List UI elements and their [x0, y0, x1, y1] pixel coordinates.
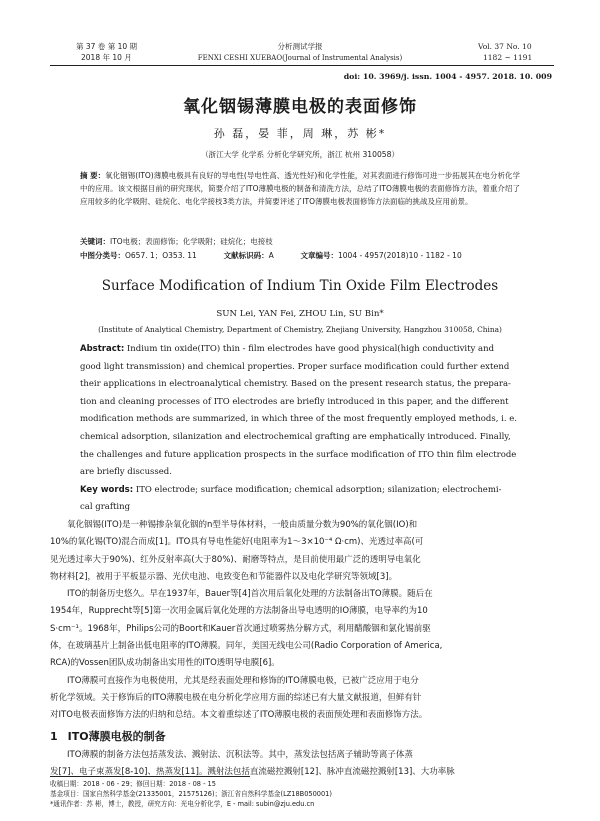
authors-en: SUN Lei, YAN Fei, ZHOU Lin, SU Bin* [216, 309, 384, 319]
header-volume-en: Vol. 37 No. 10 [478, 42, 532, 51]
authors-cn: 孙 磊，晏 菲，周 琳，苏 彬* [213, 127, 387, 140]
classification-line [80, 249, 520, 262]
footnote-rule [50, 776, 250, 777]
abstract-en-label: Abstract: [80, 344, 125, 354]
body-line: 10%的氧化锡(TO)混合而成[1]。ITO具有导电性能好(电阻率为1～3×10⁻⁴ Ω·cm)、光透过率高(可 [50, 537, 424, 548]
abstract-cn-text: 氧化铟锡(ITO)薄膜电极具有良好的导电性(导电性高、透光性好)和化学性能，对其表面进行修饰可进一步拓展其在电分析化学中的应用。该文根据目前的研究现状，简要介绍了ITO薄膜电极的制备和清洗方法，总结了ITO薄膜电极的表面修饰方法，着重介绍了应用较多的化学吸附、硅烷化、电化学接枝3类方法，并简要评述了ITO薄膜电极表面修饰方法面临的挑战及应用前景。 [80, 171, 520, 206]
abstract-en-line: are briefly discussed. [80, 467, 172, 478]
footnote-received: 收稿日期：2018 - 06 - 29；修回日期：2018 - 08 - 15 [50, 780, 216, 788]
abstract-en-line: their applications in electroanalytical chemistry. Based on the present research status, the prepara- [80, 379, 511, 390]
header-journal-cn: 分析测试学报 [277, 42, 323, 51]
title-en: Surface Modification of Indium Tin Oxide Film Electrodes [101, 278, 499, 294]
body-line: 析化学领域。关于修饰后的ITO薄膜电极在电分析化学应用方面的综述已有大量文献报道，但鲜有针 [50, 692, 422, 703]
abstract-en-line: chemical adsorption, silanization and electrochemical grafting are emphatically introduced. Finally, [80, 431, 511, 442]
keywords-en-line: cal grafting [80, 502, 131, 513]
clc-value: O657. 1；O353. 11 [125, 251, 197, 260]
keywords-cn [80, 235, 520, 248]
section-title: ITO薄膜电极的制备 [67, 729, 166, 743]
abstract-cn [80, 169, 520, 208]
body-text [50, 517, 555, 781]
footnote-correspondence: *通讯作者：苏 彬，博士，教授，研究方向：光电分析化学，E - mail: subin@zju.edu.cn [50, 800, 315, 808]
footnote-fund: 基金项目：国家自然科学基金(21335001，21575126)；浙江省自然科学基金(LZ18B050001) [50, 790, 332, 798]
header-journal-en: FENXI CESHI XUEBAO(Journal of Instrumental Analysis) [197, 54, 403, 62]
doi: doi: 10. 3969/j. issn. 1004 - 4957. 2018. 10. 009 [343, 72, 552, 81]
section-number: 1 [50, 729, 58, 743]
header-rule [50, 65, 554, 66]
body-line: S·cm⁻¹。1968年，Philips公司的Boort和Kauer首次通过喷雾热分解方式，利用醋酸铟和氯化锡前驱 [50, 623, 431, 634]
article-number-label: 文章编号： [300, 251, 338, 260]
body-line: 1954年，Rupprecht等[5]第一次用金属后氧化处理的方法制备出导电透明的IO薄膜，电导率约为10 [50, 606, 428, 617]
header-volume-cn: 第 37 卷 第 10 期 [76, 42, 138, 51]
body-line: ITO薄膜的制备方法包括蒸发法、溅射法、沉积法等。其中，蒸发法包括离子辅助等离子体蒸 [67, 749, 413, 760]
abstract-en [80, 341, 520, 517]
affiliation-en: (Institute of Analytical Chemistry, Department of Chemistry, Zhejiang University, Hangzhou 310058, China) [98, 325, 502, 334]
abstract-en-line: the challenges and future application prospects in the surface modification of ITO thin film electrode [80, 449, 517, 460]
keywords-cn-label: 关键词： [80, 237, 110, 246]
body-line: 体，在玻璃基片上制备出低电阻率的ITO薄膜。同年，美国无线电公司(Radio Corporation of America, [50, 641, 443, 652]
abstract-en-line: tion and cleaning processes of ITO electrodes are briefly introduced in this paper, and the different [80, 396, 509, 407]
section-heading-1 [50, 727, 555, 747]
keywords-en-line: ITO electrode; surface modification; chemical adsorption; silanization; electrochemi- [135, 484, 502, 495]
body-line: 对ITO电极表面修饰方法的归纳和总结。本文着重综述了ITO薄膜电极的表面预处理和表面修饰方法。 [50, 710, 428, 721]
doc-code-value: A [268, 251, 274, 260]
body-line: ITO薄膜可直接作为电极使用，尤其是经表面处理和修饰的ITO薄膜电极，已被广泛应用于电分 [67, 675, 419, 686]
body-line: 物材料[2]，被用于平板显示器、光伏电池、电致变色和节能器件以及电化学研究等领域[3]。 [50, 571, 398, 582]
body-line: ITO的制备历史悠久。早在1937年，Bauer等[4]首次用后氧化处理的方法制备出TO薄膜。随后在 [67, 589, 433, 600]
abstract-en-line: modification methods are summarized, in which three of the most frequently employed methods, i. e. [80, 414, 517, 425]
header-pages: 1182 ~ 1191 [483, 53, 533, 62]
header-date-cn: 2018 年 10 月 [81, 53, 132, 62]
abstract-cn-label: 摘 要： [80, 171, 106, 180]
keywords-en-label: Key words: [80, 484, 134, 495]
clc-label: 中图分类号： [80, 251, 125, 260]
doc-code-label: 文献标识码： [223, 251, 269, 260]
body-line: 发[7]、电子束蒸发[8-10]、热蒸发[11]。溅射法包括直流磁控溅射[12]、脉冲直流磁控溅射[13]、大功率脉 [50, 766, 455, 777]
title-cn: 氧化铟锡薄膜电极的表面修饰 [183, 97, 417, 117]
keywords-cn-text: ITO电极；表面修饰；化学吸附；硅烷化；电接枝 [110, 237, 273, 246]
body-line: RCA)的Vossen团队成功制备出实用性的ITO透明导电膜[6]。 [50, 658, 280, 669]
body-line: 见光透过率大于90%)、红外反射率高(大于80%)、耐磨等特点，是目前使用最广泛的透明导电氧化 [50, 554, 421, 565]
abstract-en-line: good light transmission) and chemical properties. Proper surface modification could further extend [80, 361, 510, 372]
article-number-value: 1004 - 4957(2018)10 - 1182 - 10 [338, 251, 462, 260]
affiliation-cn: （浙江大学 化学系 分析化学研究所，浙江 杭州 310058） [200, 150, 400, 159]
abstract-en-line: Indium tin oxide(ITO) thin - film electrodes have good physical(high conductivity and [126, 344, 495, 354]
body-line: 氧化铟锡(ITO)是一种锡掺杂氧化铟的n型半导体材料，一般由质量分数为90%的氧化铟(IO)和 [67, 520, 418, 530]
